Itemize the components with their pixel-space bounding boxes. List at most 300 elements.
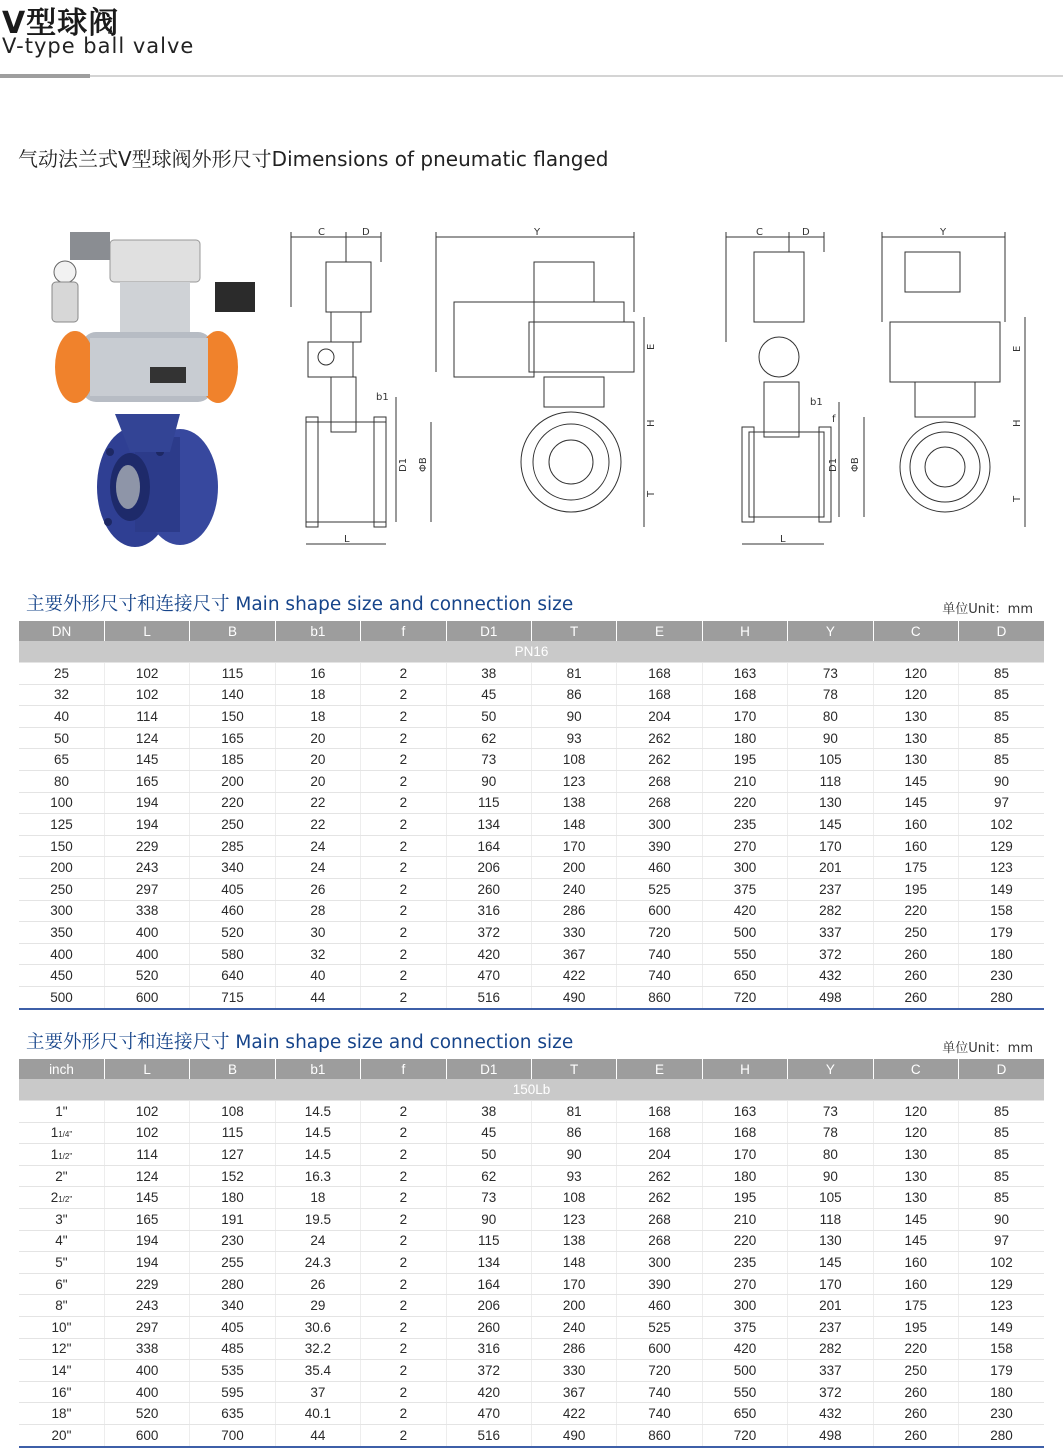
svg-text:C: C: [318, 227, 325, 238]
svg-text:D1: D1: [398, 457, 409, 472]
table-cell: 460: [617, 1295, 702, 1317]
table-cell: 297: [104, 878, 189, 900]
table-cell: 280: [958, 986, 1044, 1008]
table-cell: 1": [19, 1101, 104, 1123]
table-cell: 2: [361, 943, 446, 965]
table-cell: 715: [190, 986, 275, 1008]
svg-text:E: E: [646, 343, 657, 350]
table-cell: 600: [104, 986, 189, 1008]
column-header: D1: [446, 1059, 531, 1079]
table-cell: 268: [617, 1230, 702, 1252]
table-cell: 420: [446, 1381, 531, 1403]
table-row: [19, 835, 1044, 857]
table-cell: 145: [788, 1252, 873, 1274]
table-cell: 179: [958, 922, 1044, 944]
table-row: [19, 1381, 1044, 1403]
column-header: H: [702, 621, 787, 641]
table-cell: 24.3: [275, 1252, 360, 1274]
table-cell: 200: [190, 770, 275, 792]
table-cell: 85: [958, 1122, 1044, 1144]
table-cell: 129: [958, 1273, 1044, 1295]
column-header: L: [104, 1059, 189, 1079]
table-cell: 114: [104, 706, 189, 728]
table-cell: 85: [958, 684, 1044, 706]
table-cell: 268: [617, 770, 702, 792]
table-cell: 130: [873, 1165, 958, 1187]
table-cell: 35.4: [275, 1360, 360, 1382]
table-cell: 138: [531, 1230, 616, 1252]
table-cell: 127: [190, 1144, 275, 1166]
table-cell: 130: [873, 1144, 958, 1166]
table-cell: 201: [788, 857, 873, 879]
table-row: [19, 1144, 1044, 1166]
table-cell: 535: [190, 1360, 275, 1382]
table-cell: 148: [531, 1252, 616, 1274]
svg-text:ΦB: ΦB: [418, 457, 429, 472]
table-row: [19, 814, 1044, 836]
table-cell: 85: [958, 663, 1044, 685]
column-header: C: [873, 1059, 958, 1079]
table-cell: 150: [190, 706, 275, 728]
table-cell: 268: [617, 1208, 702, 1230]
table-cell: 650: [702, 1403, 787, 1425]
table-cell: 90: [446, 770, 531, 792]
table-cell: 2: [361, 1208, 446, 1230]
svg-text:L: L: [344, 534, 350, 545]
table-cell: 580: [190, 943, 275, 965]
table-cell: 50: [446, 706, 531, 728]
table-cell: 85: [958, 1101, 1044, 1123]
table-cell: 194: [104, 814, 189, 836]
svg-text:C: C: [756, 227, 763, 238]
table-cell: 45: [446, 1122, 531, 1144]
table-cell: 520: [104, 1403, 189, 1425]
table-cell: 24: [275, 1230, 360, 1252]
table-cell: 2: [361, 1338, 446, 1360]
table-cell: 500: [19, 986, 104, 1008]
table-cell: 550: [702, 943, 787, 965]
table-row: [19, 943, 1044, 965]
table-cell: 498: [788, 1424, 873, 1446]
table-cell: 44: [275, 1424, 360, 1446]
table-cell: 260: [873, 1424, 958, 1446]
table-cell: 460: [617, 857, 702, 879]
table-cell: 123: [958, 1295, 1044, 1317]
table-cell: 102: [104, 1122, 189, 1144]
table-cell: 280: [190, 1273, 275, 1295]
table-cell: 260: [873, 943, 958, 965]
table-cell: 337: [788, 922, 873, 944]
table-cell: 338: [104, 1338, 189, 1360]
table-cell: 90: [788, 1165, 873, 1187]
table-cell: 145: [788, 814, 873, 836]
table-row: [19, 770, 1044, 792]
table-cell: 158: [958, 1338, 1044, 1360]
svg-text:D1: D1: [828, 457, 839, 472]
table-cell: 2": [19, 1165, 104, 1187]
table-cell: 40.1: [275, 1403, 360, 1425]
table-cell: 90: [446, 1208, 531, 1230]
table-cell: 118: [788, 1208, 873, 1230]
table-cell: 22: [275, 814, 360, 836]
table-cell: 130: [873, 749, 958, 771]
table-cell: 90: [531, 1144, 616, 1166]
table-cell: 6": [19, 1273, 104, 1295]
table-cell: 200: [531, 857, 616, 879]
table-cell: 32: [275, 943, 360, 965]
table-row: [19, 878, 1044, 900]
table-cell: 194: [104, 1252, 189, 1274]
table-row: [19, 663, 1044, 685]
table-cell: 270: [702, 1273, 787, 1295]
table-cell: 170: [788, 835, 873, 857]
svg-text:T: T: [646, 490, 657, 497]
table-cell: 300: [19, 900, 104, 922]
section-title: 气动法兰式V型球阀外形尺寸Dimensions of pneumatic flanged: [18, 147, 609, 171]
table-cell: 115: [446, 1230, 531, 1252]
table-cell: 165: [104, 1208, 189, 1230]
table-cell: 520: [190, 922, 275, 944]
table-row: [19, 1338, 1044, 1360]
table-cell: 5": [19, 1252, 104, 1274]
column-header: H: [702, 1059, 787, 1079]
table-row: [19, 965, 1044, 987]
table-cell: 2: [361, 1360, 446, 1382]
table-cell: 78: [788, 684, 873, 706]
table-row: [19, 986, 1044, 1008]
table-cell: 185: [190, 749, 275, 771]
table-cell: 229: [104, 1273, 189, 1295]
table-cell: 129: [958, 835, 1044, 857]
table-row: [19, 1403, 1044, 1425]
table-cell: 123: [958, 857, 1044, 879]
table-row: [19, 922, 1044, 944]
table-cell: 102: [104, 663, 189, 685]
table-cell: 85: [958, 727, 1044, 749]
svg-text:D: D: [802, 227, 810, 238]
table-cell: 90: [788, 727, 873, 749]
table-cell: 282: [788, 1338, 873, 1360]
table-cell: 160: [873, 835, 958, 857]
table-cell: 2: [361, 900, 446, 922]
table-cell: 316: [446, 1338, 531, 1360]
table-cell: 2: [361, 1273, 446, 1295]
table-row: [19, 857, 1044, 879]
table-cell: 123: [531, 1208, 616, 1230]
column-header: L: [104, 621, 189, 641]
table-cell: 2: [361, 1165, 446, 1187]
svg-text:ΦB: ΦB: [850, 457, 861, 472]
drawing-front-view-1: [434, 222, 664, 542]
table-cell: 650: [702, 965, 787, 987]
table-cell: 175: [873, 857, 958, 879]
table-cell: 14.5: [275, 1144, 360, 1166]
table-cell: 134: [446, 1252, 531, 1274]
table-cell: 175: [873, 1295, 958, 1317]
table-cell: 86: [531, 1122, 616, 1144]
table-cell: 20: [275, 749, 360, 771]
table-cell: 145: [873, 770, 958, 792]
table-cell: 130: [873, 706, 958, 728]
table-cell: 145: [873, 792, 958, 814]
table-cell: 498: [788, 986, 873, 1008]
table-cell: 2: [361, 1403, 446, 1425]
drawing-side-view-1: [286, 222, 436, 552]
table-cell: 2: [361, 965, 446, 987]
table-cell: 550: [702, 1381, 787, 1403]
table-cell: 286: [531, 1338, 616, 1360]
table-row: [19, 900, 1044, 922]
table-cell: 195: [873, 878, 958, 900]
table-cell: 8": [19, 1295, 104, 1317]
table-cell: 14.5: [275, 1101, 360, 1123]
table-cell: 180: [702, 727, 787, 749]
table-cell: 2: [361, 922, 446, 944]
table-cell: 525: [617, 1316, 702, 1338]
table-cell: 10": [19, 1316, 104, 1338]
table-cell: 2: [361, 1101, 446, 1123]
table-cell: 740: [617, 1381, 702, 1403]
header-row: [19, 621, 1044, 641]
table-cell: 130: [873, 1187, 958, 1209]
table-cell: 400: [19, 943, 104, 965]
table-cell: 260: [873, 1381, 958, 1403]
table-cell: 124: [104, 1165, 189, 1187]
table-cell: 2: [361, 749, 446, 771]
table-cell: 235: [702, 814, 787, 836]
table-cell: 2: [361, 1122, 446, 1144]
table-cell: 120: [873, 663, 958, 685]
table-cell: 243: [104, 857, 189, 879]
table-cell: 516: [446, 986, 531, 1008]
table-cell: 28: [275, 900, 360, 922]
table-cell: 93: [531, 727, 616, 749]
table-cell: 124: [104, 727, 189, 749]
table-cell: 25: [19, 663, 104, 685]
table-cell: 260: [446, 1316, 531, 1338]
table-cell: 16: [275, 663, 360, 685]
table-cell: 18: [275, 1187, 360, 1209]
table-cell: 330: [531, 922, 616, 944]
table-cell: 164: [446, 1273, 531, 1295]
table-cell: 338: [104, 900, 189, 922]
svg-text:f: f: [832, 414, 836, 425]
table-cell: 500: [702, 922, 787, 944]
table-cell: 405: [190, 878, 275, 900]
table-cell: 12": [19, 1338, 104, 1360]
table-cell: 220: [190, 792, 275, 814]
table-cell: 18: [275, 684, 360, 706]
table-cell: 50: [446, 1144, 531, 1166]
table-row: [19, 1187, 1044, 1209]
table-cell: 240: [531, 1316, 616, 1338]
150lb-dimensions-table: [19, 1059, 1044, 1448]
svg-text:H: H: [646, 419, 657, 427]
table-cell: 80: [788, 706, 873, 728]
table-cell: 432: [788, 965, 873, 987]
table-cell: 375: [702, 1316, 787, 1338]
table-cell: 130: [788, 1230, 873, 1252]
pn16-dimensions-table: [19, 621, 1044, 1010]
table-cell: 405: [190, 1316, 275, 1338]
table-cell: 420: [702, 900, 787, 922]
table-cell: 134: [446, 814, 531, 836]
valve-photo: [30, 222, 280, 552]
table-cell: 2: [361, 1295, 446, 1317]
table-cell: 45: [446, 684, 531, 706]
column-header: B: [190, 621, 275, 641]
table-cell: 243: [104, 1295, 189, 1317]
column-header: D1: [446, 621, 531, 641]
table-cell: 86: [531, 684, 616, 706]
table-cell: 62: [446, 1165, 531, 1187]
table-cell: 97: [958, 792, 1044, 814]
table-cell: 40: [275, 965, 360, 987]
table-cell: 860: [617, 986, 702, 1008]
table-cell: 300: [617, 814, 702, 836]
table-cell: 24: [275, 857, 360, 879]
table-cell: 11/2": [19, 1144, 104, 1166]
table-cell: 367: [531, 943, 616, 965]
table-cell: 105: [788, 1187, 873, 1209]
table-cell: 2: [361, 986, 446, 1008]
table-cell: 262: [617, 749, 702, 771]
table-cell: 375: [702, 878, 787, 900]
table-cell: 145: [873, 1230, 958, 1252]
table-cell: 93: [531, 1165, 616, 1187]
table-cell: 201: [788, 1295, 873, 1317]
table-cell: 100: [19, 792, 104, 814]
table-cell: 40: [19, 706, 104, 728]
table-row: [19, 1230, 1044, 1252]
svg-text:E: E: [1012, 345, 1023, 352]
table-cell: 73: [788, 1101, 873, 1123]
table-cell: 145: [104, 1187, 189, 1209]
table-cell: 280: [958, 1424, 1044, 1446]
table-cell: 460: [190, 900, 275, 922]
table-cell: 152: [190, 1165, 275, 1187]
table-cell: 120: [873, 684, 958, 706]
table-cell: 90: [958, 770, 1044, 792]
table-cell: 367: [531, 1381, 616, 1403]
table-cell: 120: [873, 1101, 958, 1123]
table-cell: 206: [446, 857, 531, 879]
table-cell: 250: [190, 814, 275, 836]
column-header: D: [958, 621, 1044, 641]
column-header: E: [617, 1059, 702, 1079]
table-row: [19, 706, 1044, 728]
table-cell: 595: [190, 1381, 275, 1403]
table-cell: 85: [958, 706, 1044, 728]
table-cell: 206: [446, 1295, 531, 1317]
table-cell: 337: [788, 1360, 873, 1382]
table-cell: 235: [702, 1252, 787, 1274]
table-row: [19, 1101, 1044, 1123]
table-row: [19, 1208, 1044, 1230]
table-cell: 102: [104, 1101, 189, 1123]
table-cell: 90: [531, 706, 616, 728]
table-cell: 32: [19, 684, 104, 706]
column-header: Y: [788, 1059, 873, 1079]
svg-text:b1: b1: [376, 392, 389, 403]
table-cell: 2: [361, 727, 446, 749]
column-header: T: [531, 621, 616, 641]
column-header: f: [361, 621, 446, 641]
table-cell: 2: [361, 878, 446, 900]
table-cell: 11/4": [19, 1122, 104, 1144]
table-cell: 210: [702, 770, 787, 792]
column-header: b1: [275, 1059, 360, 1079]
table-cell: 516: [446, 1424, 531, 1446]
table-cell: 180: [190, 1187, 275, 1209]
table-cell: 14": [19, 1360, 104, 1382]
table-cell: 37: [275, 1381, 360, 1403]
table-cell: 78: [788, 1122, 873, 1144]
table-cell: 204: [617, 1144, 702, 1166]
table-cell: 200: [19, 857, 104, 879]
table-cell: 164: [446, 835, 531, 857]
table-cell: 163: [702, 663, 787, 685]
table-cell: 640: [190, 965, 275, 987]
table-cell: 18: [275, 706, 360, 728]
table-cell: 168: [702, 1122, 787, 1144]
table-cell: 168: [617, 1101, 702, 1123]
table-cell: 2: [361, 663, 446, 685]
table-cell: 102: [104, 684, 189, 706]
table-cell: 230: [958, 965, 1044, 987]
table-cell: 115: [190, 663, 275, 685]
table-cell: 2: [361, 684, 446, 706]
table-cell: 170: [702, 706, 787, 728]
table-cell: 422: [531, 965, 616, 987]
table-row: [19, 1424, 1044, 1446]
table-cell: 180: [702, 1165, 787, 1187]
table-cell: 740: [617, 965, 702, 987]
table-cell: 240: [531, 878, 616, 900]
table-cell: 26: [275, 1273, 360, 1295]
table-cell: 340: [190, 857, 275, 879]
table-cell: 400: [104, 922, 189, 944]
table-cell: 250: [19, 878, 104, 900]
table-cell: 29: [275, 1295, 360, 1317]
title-rule: [0, 75, 1063, 77]
column-header: E: [617, 621, 702, 641]
table-cell: 168: [617, 663, 702, 685]
table-cell: 118: [788, 770, 873, 792]
table-cell: 250: [873, 1360, 958, 1382]
table-cell: 220: [873, 1338, 958, 1360]
table-cell: 160: [873, 1273, 958, 1295]
page-title-en: V-type ball valve: [2, 34, 195, 58]
table-cell: 14.5: [275, 1122, 360, 1144]
table-cell: 163: [702, 1101, 787, 1123]
table-cell: 85: [958, 1187, 1044, 1209]
table-cell: 250: [873, 922, 958, 944]
table-cell: 372: [446, 922, 531, 944]
table-cell: 195: [873, 1316, 958, 1338]
svg-text:Y: Y: [534, 227, 541, 238]
table-row: [19, 1252, 1044, 1274]
table-cell: 2: [361, 1252, 446, 1274]
table-cell: 400: [104, 1381, 189, 1403]
table-cell: 16": [19, 1381, 104, 1403]
table-cell: 130: [788, 792, 873, 814]
table-cell: 262: [617, 1165, 702, 1187]
table-row: [19, 1316, 1044, 1338]
table-cell: 20: [275, 770, 360, 792]
table-cell: 73: [446, 1187, 531, 1209]
column-header: C: [873, 621, 958, 641]
